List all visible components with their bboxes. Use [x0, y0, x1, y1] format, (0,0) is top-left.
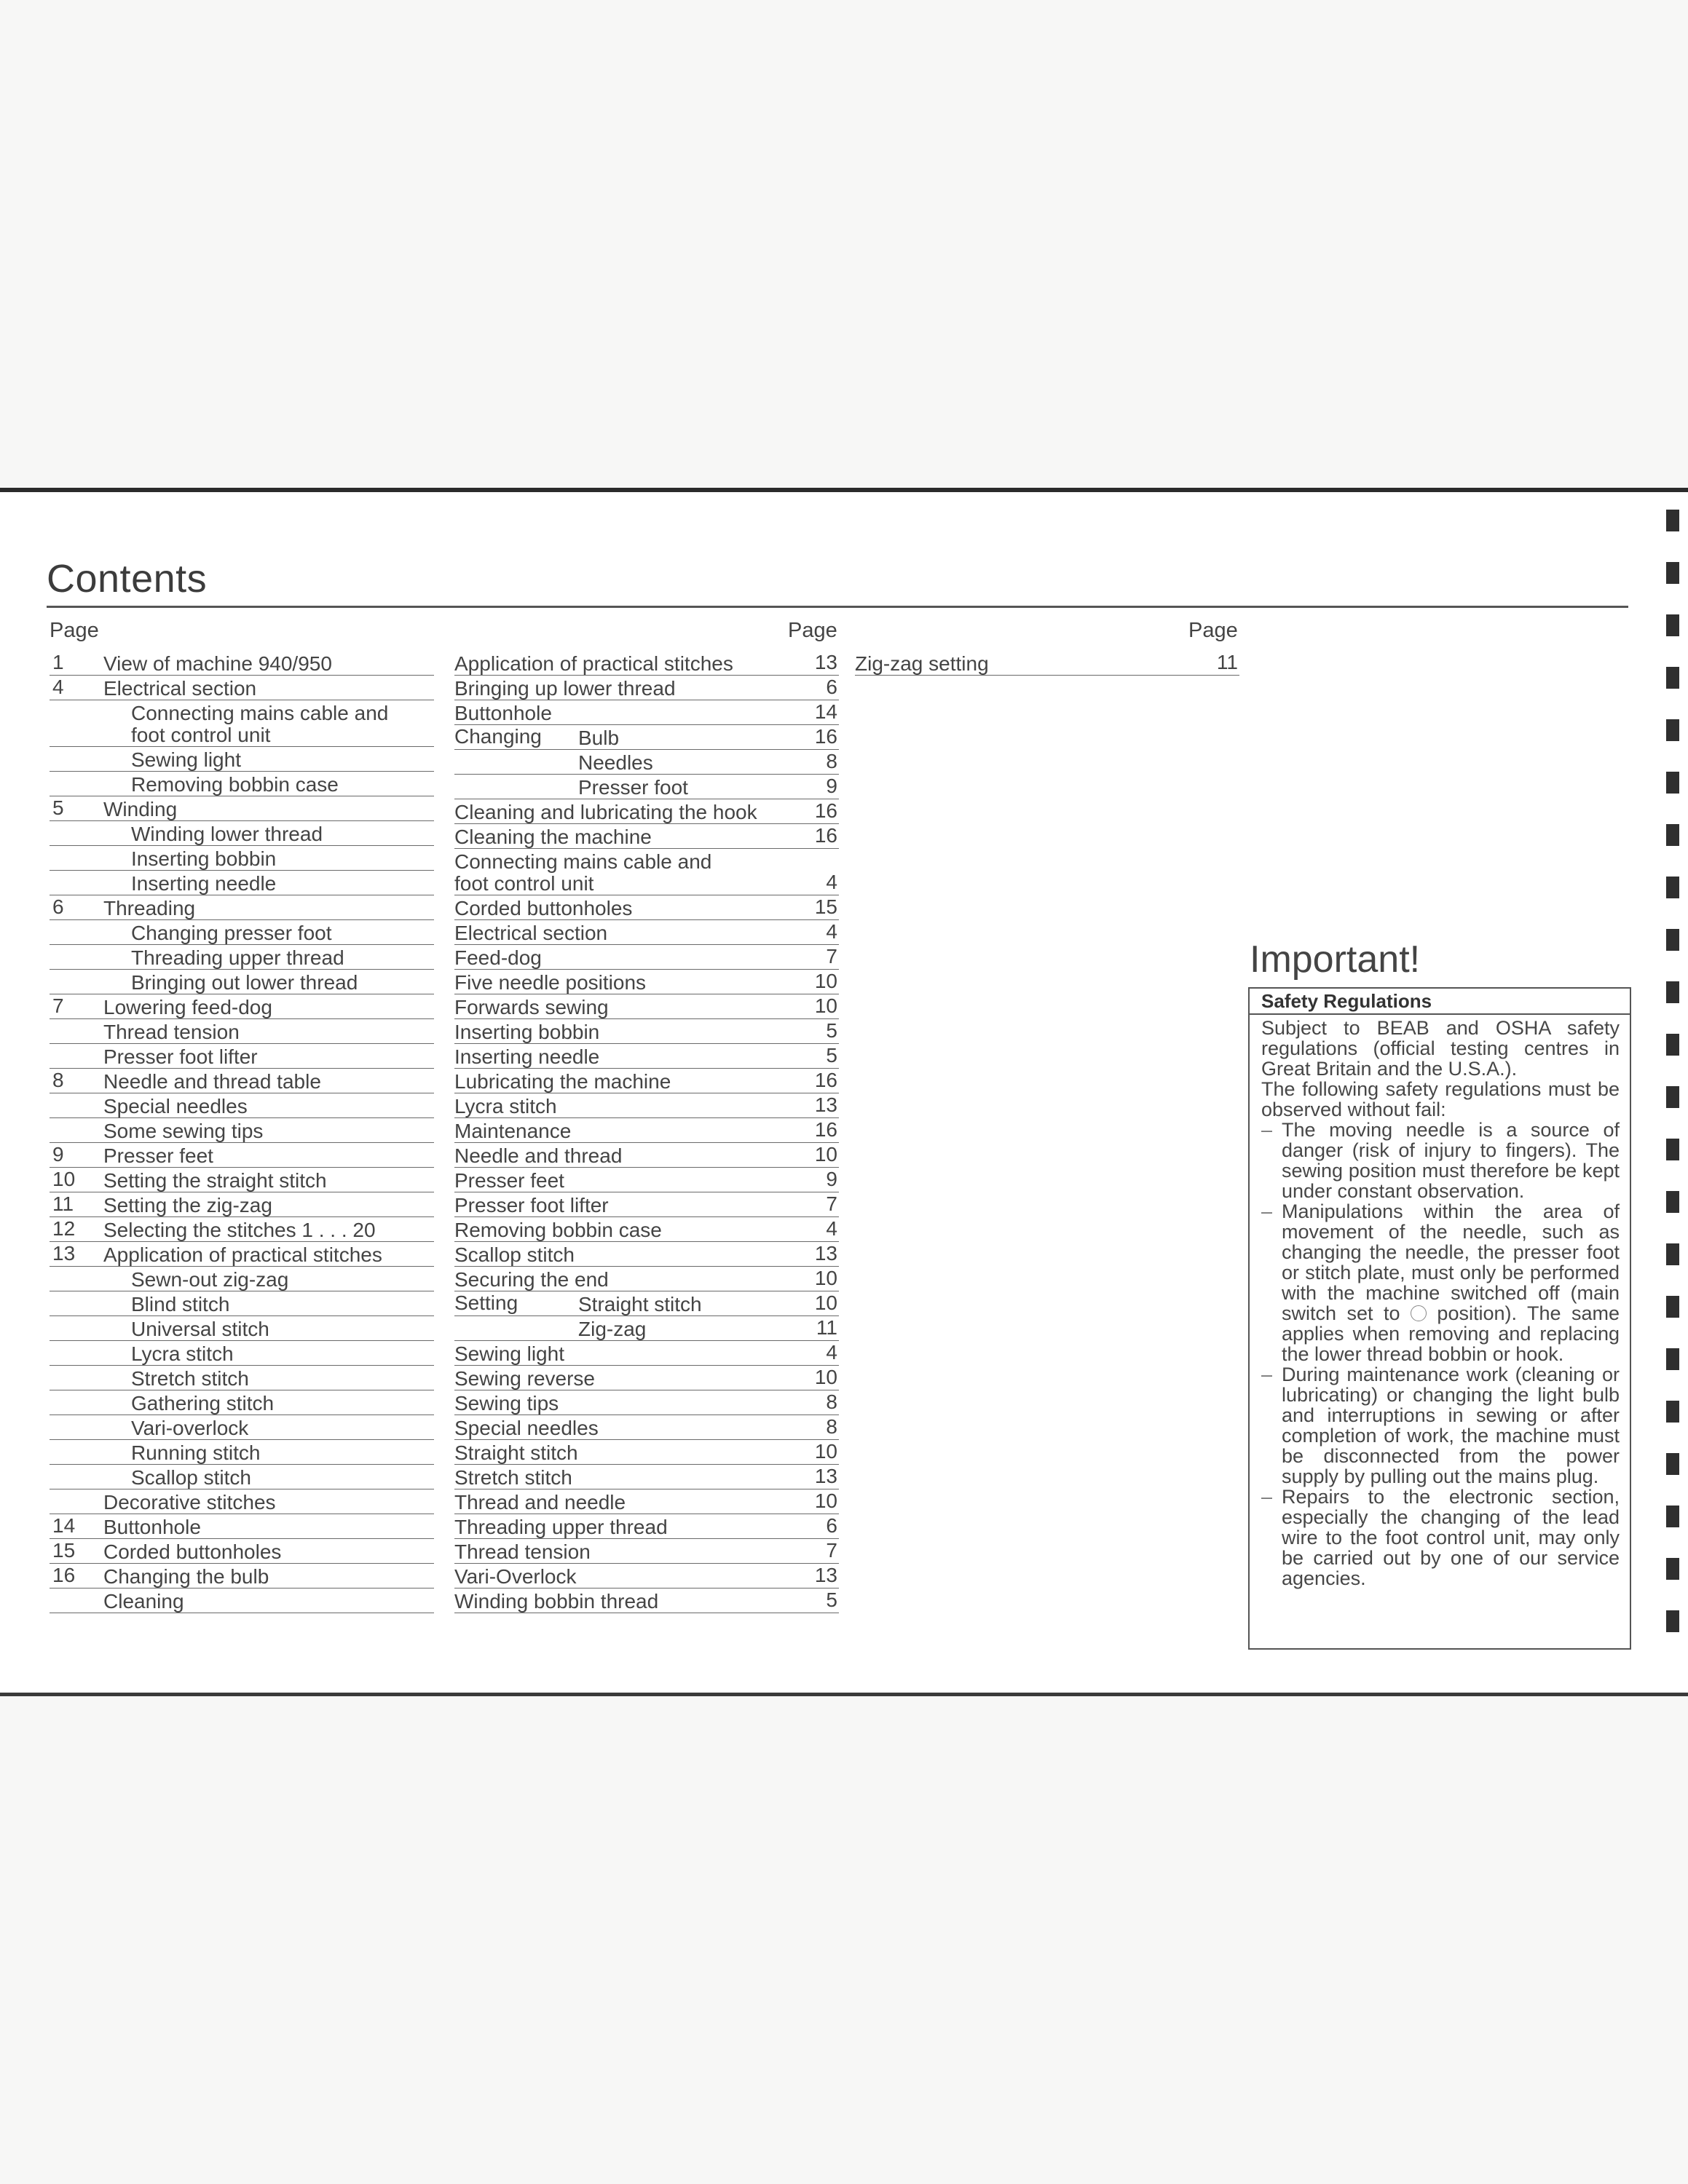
toc-row — [855, 651, 1239, 676]
toc-page-number: 10 — [814, 994, 837, 1017]
toc-entry-title: Electrical section — [103, 677, 257, 700]
toc-entry-title: Five needle positions — [454, 971, 647, 994]
toc-row — [454, 1390, 839, 1415]
toc-entry-title: Needles — [578, 751, 653, 774]
binding-hole-mark — [1666, 1401, 1679, 1423]
toc-page-number: 13 — [52, 1242, 76, 1265]
binding-hole-mark — [1666, 1453, 1679, 1475]
toc-entry-title: Threading upper thread — [131, 946, 344, 969]
toc-row — [454, 1217, 839, 1242]
toc-row — [454, 849, 839, 895]
page-title: Contents — [47, 557, 208, 601]
toc-row — [454, 1588, 839, 1613]
title-rule — [47, 606, 1628, 608]
toc-row — [454, 824, 839, 849]
toc-row — [50, 1366, 434, 1390]
toc-entry-title: Lowering feed-dog — [103, 996, 272, 1018]
toc-entry-title: Forwards sewing — [454, 996, 609, 1018]
toc-entry-title: Sewing tips — [454, 1392, 559, 1415]
binding-hole-mark — [1666, 1191, 1679, 1213]
toc-entry-title: Threading — [103, 897, 196, 919]
toc-entry-title: Threading upper thread — [454, 1516, 668, 1538]
toc-page-number: 16 — [52, 1564, 76, 1586]
toc-page-number: 8 — [52, 1069, 64, 1091]
toc-entry-title: Needle and thread — [454, 1144, 623, 1167]
toc-row — [50, 1316, 434, 1341]
toc-row — [454, 895, 839, 920]
toc-row — [50, 1143, 434, 1168]
toc-row — [454, 1168, 839, 1192]
toc-entry-title: Scallop stitch — [131, 1466, 251, 1489]
toc-entry-title: Bringing out lower thread — [131, 971, 358, 994]
col2-page-header: Page — [788, 619, 837, 642]
toc-row — [454, 676, 839, 700]
toc-row — [454, 1341, 839, 1366]
toc-entry-title: Lubricating the machine — [454, 1070, 671, 1093]
binding-hole-mark — [1666, 1296, 1679, 1318]
toc-page-number: 10 — [814, 1291, 837, 1314]
toc-row — [454, 775, 839, 799]
toc-row — [50, 796, 434, 821]
toc-column-extra — [855, 651, 1239, 676]
toc-row — [50, 700, 434, 747]
toc-row — [50, 1341, 434, 1366]
toc-entry-title: Running stitch — [131, 1441, 261, 1464]
toc-entry-title: Inserting bobbin — [454, 1021, 600, 1043]
toc-entry-title: Maintenance — [454, 1120, 572, 1142]
toc-entry-title: Blind stitch — [131, 1293, 230, 1315]
toc-row — [50, 1019, 434, 1044]
toc-entry-title: Gathering stitch — [131, 1392, 275, 1415]
toc-row — [454, 750, 839, 775]
toc-page-number: 13 — [814, 1242, 837, 1265]
toc-page-number: 7 — [826, 1192, 837, 1215]
safety-item: – Repairs to the electronic section, especially the changing of the lead wire to the foot control unit, may only be carried out by one of our service agencies. — [1261, 1487, 1620, 1588]
toc-row — [454, 651, 839, 676]
toc-entry-title: Thread and needle — [454, 1491, 626, 1514]
toc-page-number: 4 — [826, 1217, 837, 1240]
safety-regulations-box — [1248, 987, 1631, 1650]
toc-page-number: 14 — [52, 1514, 76, 1537]
binding-hole-mark — [1666, 1506, 1679, 1527]
toc-page-number: 15 — [52, 1539, 76, 1562]
toc-row — [454, 1514, 839, 1539]
toc-row — [454, 1366, 839, 1390]
toc-row — [454, 1267, 839, 1291]
toc-row — [50, 1415, 434, 1440]
toc-entry-title: Changing presser foot — [131, 922, 332, 944]
toc-column-by-page — [50, 651, 434, 1613]
binding-hole-mark — [1666, 719, 1679, 741]
toc-row — [454, 700, 839, 725]
binding-hole-mark — [1666, 1034, 1679, 1056]
toc-entry-title: Winding lower thread — [131, 823, 323, 845]
safety-regulations-title: Safety Regulations — [1250, 989, 1630, 1015]
toc-row — [454, 1465, 839, 1489]
toc-page-number: 4 — [826, 1341, 837, 1364]
toc-row — [454, 1044, 839, 1069]
toc-page-number: 13 — [814, 1093, 837, 1116]
toc-page-number: 6 — [826, 1514, 837, 1537]
toc-column-alphabetical — [454, 651, 839, 1613]
toc-row — [50, 1440, 434, 1465]
toc-page-number: 5 — [52, 796, 64, 819]
toc-row — [50, 821, 434, 846]
col3-page-header: Page — [1188, 619, 1238, 642]
toc-page-number: 10 — [814, 1489, 837, 1512]
toc-entry-title: Straight stitch — [454, 1441, 578, 1464]
toc-entry-title: View of machine 940/950 — [103, 652, 332, 675]
toc-page-number: 13 — [814, 651, 837, 673]
toc-entry-title: Corded buttonholes — [454, 897, 633, 919]
toc-entry-title: Inserting needle — [454, 1045, 600, 1068]
safety-intro: Subject to BEAB and OSHA safety regulations (official testing centres in Great Britain and the U.S.A.). — [1261, 1017, 1620, 1080]
toc-row — [454, 970, 839, 994]
binding-hole-mark — [1666, 614, 1679, 636]
spiral-binding — [1666, 510, 1682, 1674]
toc-entry-title: Some sewing tips — [103, 1120, 264, 1142]
binding-hole-mark — [1666, 877, 1679, 898]
col1-page-header: Page — [50, 619, 99, 642]
toc-page-number: 8 — [826, 750, 837, 772]
toc-page-number: 9 — [826, 1168, 837, 1190]
toc-group-label: Changing — [454, 725, 542, 748]
toc-page-number: 10 — [814, 970, 837, 992]
toc-row — [454, 1242, 839, 1267]
toc-entry-title: Application of practical stitches — [454, 652, 733, 675]
toc-page-number: 11 — [1216, 651, 1238, 673]
toc-row — [454, 799, 839, 824]
toc-entry-title: Special needles — [454, 1417, 599, 1439]
toc-page-number: 12 — [52, 1217, 76, 1240]
binding-hole-mark — [1666, 510, 1679, 531]
toc-row — [454, 920, 839, 945]
toc-row — [50, 1168, 434, 1192]
toc-row — [454, 945, 839, 970]
toc-entry-title: Sewn-out zig-zag — [131, 1268, 289, 1291]
toc-entry-title: Connecting mains cable and foot control unit — [131, 702, 389, 746]
toc-entry-title: Lycra stitch — [454, 1095, 557, 1117]
important-heading: Important! — [1250, 938, 1421, 981]
toc-row — [454, 1539, 839, 1564]
toc-entry-title: Universal stitch — [131, 1318, 269, 1340]
toc-row — [50, 1118, 434, 1143]
toc-page-number: 16 — [814, 799, 837, 822]
toc-row — [50, 1465, 434, 1489]
toc-row — [454, 1019, 839, 1044]
toc-row — [454, 1489, 839, 1514]
toc-row — [50, 1217, 434, 1242]
binding-hole-mark — [1666, 562, 1679, 584]
toc-entry-title: Sewing light — [454, 1342, 564, 1365]
toc-entry-title: Straight stitch — [578, 1293, 702, 1315]
toc-row — [50, 1192, 434, 1217]
safety-item: – The moving needle is a source of danger (risk of injury to fingers). The sewing position must therefore be kept under constant observation. — [1261, 1120, 1620, 1201]
binding-hole-mark — [1666, 1348, 1679, 1370]
toc-page-number: 6 — [52, 895, 64, 918]
toc-entry-title: Scallop stitch — [454, 1243, 575, 1266]
off-position-circle-icon — [1411, 1305, 1427, 1321]
toc-entry-title: Special needles — [103, 1095, 248, 1117]
toc-page-number: 4 — [826, 871, 837, 893]
toc-entry-title: Lycra stitch — [131, 1342, 234, 1365]
toc-entry-title: Thread tension — [103, 1021, 240, 1043]
toc-entry-title: Removing bobbin case — [131, 773, 339, 796]
toc-row — [454, 1069, 839, 1093]
toc-row — [454, 1118, 839, 1143]
toc-entry-title: Cleaning the machine — [454, 826, 652, 848]
toc-row — [454, 1316, 839, 1341]
binding-hole-mark — [1666, 667, 1679, 689]
toc-row — [50, 945, 434, 970]
toc-entry-title: Zig-zag — [578, 1318, 647, 1340]
contents-page — [0, 488, 1688, 1696]
toc-page-number: 5 — [826, 1588, 837, 1611]
toc-page-number: 15 — [814, 895, 837, 918]
toc-entry-title: Presser foot lifter — [454, 1194, 609, 1216]
toc-row — [50, 846, 434, 871]
toc-entry-title: Application of practical stitches — [103, 1243, 382, 1266]
toc-entry-title: Winding bobbin thread — [454, 1590, 659, 1613]
toc-entry-title: Stretch stitch — [131, 1367, 249, 1390]
toc-row — [50, 970, 434, 994]
toc-entry-title: Vari-Overlock — [454, 1565, 577, 1588]
toc-row — [50, 994, 434, 1019]
toc-page-number: 8 — [826, 1415, 837, 1438]
toc-page-number: 11 — [52, 1192, 74, 1215]
toc-entry-title: Inserting bobbin — [131, 847, 277, 870]
binding-hole-mark — [1666, 1610, 1679, 1632]
toc-page-number: 16 — [814, 1069, 837, 1091]
toc-row — [454, 1291, 839, 1316]
toc-page-number: 5 — [826, 1044, 837, 1067]
toc-row — [50, 1390, 434, 1415]
toc-row — [50, 747, 434, 772]
binding-hole-mark — [1666, 981, 1679, 1003]
toc-entry-title: Setting the straight stitch — [103, 1169, 327, 1192]
toc-row — [50, 1539, 434, 1564]
toc-page-number: 16 — [814, 725, 837, 748]
safety-list — [1261, 1120, 1620, 1588]
toc-entry-title: Sewing reverse — [454, 1367, 595, 1390]
toc-row — [50, 1242, 434, 1267]
toc-row — [50, 1267, 434, 1291]
safety-item: – During maintenance work (cleaning or lubricating) or changing the light bulb and interruptions in sewing or after completion of work, the machine must be disconnected from the power supply by pulling out the mains plug. — [1261, 1364, 1620, 1487]
toc-row — [50, 920, 434, 945]
toc-page-number: 13 — [814, 1465, 837, 1487]
toc-row — [50, 772, 434, 796]
toc-row — [50, 676, 434, 700]
toc-row — [454, 725, 839, 750]
safety-regulations-body — [1261, 1018, 1620, 1588]
toc-row — [454, 1143, 839, 1168]
toc-entry-title: Presser feet — [454, 1169, 564, 1192]
toc-entry-title: Needle and thread table — [103, 1070, 321, 1093]
toc-page-number: 9 — [52, 1143, 64, 1166]
toc-page-number: 10 — [814, 1366, 837, 1388]
toc-page-number: 8 — [826, 1390, 837, 1413]
toc-entry-title: Cleaning — [103, 1590, 184, 1613]
toc-entry-title: Buttonhole — [103, 1516, 201, 1538]
toc-entry-title: Presser feet — [103, 1144, 213, 1167]
toc-entry-title: Inserting needle — [131, 872, 277, 895]
toc-group-label: Setting — [454, 1291, 518, 1314]
toc-page-number: 13 — [814, 1564, 837, 1586]
toc-entry-title: Sewing light — [131, 748, 241, 771]
toc-row — [454, 994, 839, 1019]
toc-entry-title: Stretch stitch — [454, 1466, 572, 1489]
toc-row — [50, 1514, 434, 1539]
toc-entry-title: Electrical section — [454, 922, 608, 944]
toc-row — [454, 1564, 839, 1588]
toc-page-number: 10 — [52, 1168, 76, 1190]
binding-hole-mark — [1666, 1139, 1679, 1160]
binding-hole-mark — [1666, 1243, 1679, 1265]
toc-entry-title: Removing bobbin case — [454, 1219, 662, 1241]
toc-page-number: 7 — [826, 945, 837, 968]
toc-page-number: 7 — [52, 994, 64, 1017]
binding-hole-mark — [1666, 772, 1679, 794]
toc-entry-title: Selecting the stitches 1 . . . 20 — [103, 1219, 376, 1241]
toc-row — [50, 1069, 434, 1093]
toc-row — [50, 895, 434, 920]
toc-row — [50, 651, 434, 676]
toc-page-number: 10 — [814, 1267, 837, 1289]
toc-page-number: 16 — [814, 824, 837, 847]
toc-row — [50, 1044, 434, 1069]
toc-entry-title: Corded buttonholes — [103, 1540, 282, 1563]
toc-page-number: 10 — [814, 1440, 837, 1463]
toc-entry-title: Connecting mains cable and foot control unit — [454, 850, 712, 895]
toc-row — [50, 1588, 434, 1613]
toc-entry-title: Setting the zig-zag — [103, 1194, 272, 1216]
toc-row — [50, 1093, 434, 1118]
toc-page-number: 6 — [826, 676, 837, 698]
toc-page-number: 10 — [814, 1143, 837, 1166]
toc-entry-title: Buttonhole — [454, 702, 552, 724]
binding-hole-mark — [1666, 824, 1679, 846]
toc-entry-title: Decorative stitches — [103, 1491, 276, 1514]
toc-entry-title: Bringing up lower thread — [454, 677, 676, 700]
toc-row — [50, 871, 434, 895]
toc-entry-title: Securing the end — [454, 1268, 609, 1291]
toc-row — [454, 1440, 839, 1465]
toc-page-number: 11 — [816, 1316, 837, 1339]
toc-row — [454, 1093, 839, 1118]
toc-row — [50, 1489, 434, 1514]
safety-item — [1261, 1201, 1620, 1364]
toc-entry-title: Thread tension — [454, 1540, 591, 1563]
toc-page-number: 9 — [826, 775, 837, 797]
toc-page-number: 5 — [826, 1019, 837, 1042]
toc-row — [50, 1291, 434, 1316]
toc-entry-title: Bulb — [578, 727, 620, 749]
toc-entry-title: Cleaning and lubricating the hook — [454, 801, 757, 823]
toc-row — [454, 1415, 839, 1440]
toc-row — [50, 1564, 434, 1588]
toc-page-number: 4 — [826, 920, 837, 943]
toc-page-number: 1 — [52, 651, 64, 673]
toc-page-number: 4 — [52, 676, 64, 698]
binding-hole-mark — [1666, 929, 1679, 951]
safety-item-text-tail: position). The same applies when removing and replacing the lower thread bobbin or hook. — [1282, 1302, 1620, 1365]
safety-item-text: Manipulations within the area of movement of the needle, such as changing the needle, the presser foot or stitch plate, must only be performed with the machine switched off (main switch set to — [1282, 1200, 1620, 1324]
safety-lead: The following safety regulations must be observed without fail: — [1261, 1078, 1620, 1120]
toc-entry-title: Vari-overlock — [131, 1417, 249, 1439]
toc-entry-title: Presser foot lifter — [103, 1045, 258, 1068]
toc-entry-title: Zig-zag setting — [855, 652, 989, 675]
toc-entry-title: Feed-dog — [454, 946, 542, 969]
binding-hole-mark — [1666, 1558, 1679, 1580]
toc-entry-title: Presser foot — [578, 776, 688, 799]
toc-entry-title: Winding — [103, 798, 178, 820]
toc-page-number: 7 — [826, 1539, 837, 1562]
toc-row — [454, 1192, 839, 1217]
toc-page-number: 14 — [814, 700, 837, 723]
toc-page-number: 16 — [814, 1118, 837, 1141]
binding-hole-mark — [1666, 1086, 1679, 1108]
toc-entry-title: Changing the bulb — [103, 1565, 269, 1588]
